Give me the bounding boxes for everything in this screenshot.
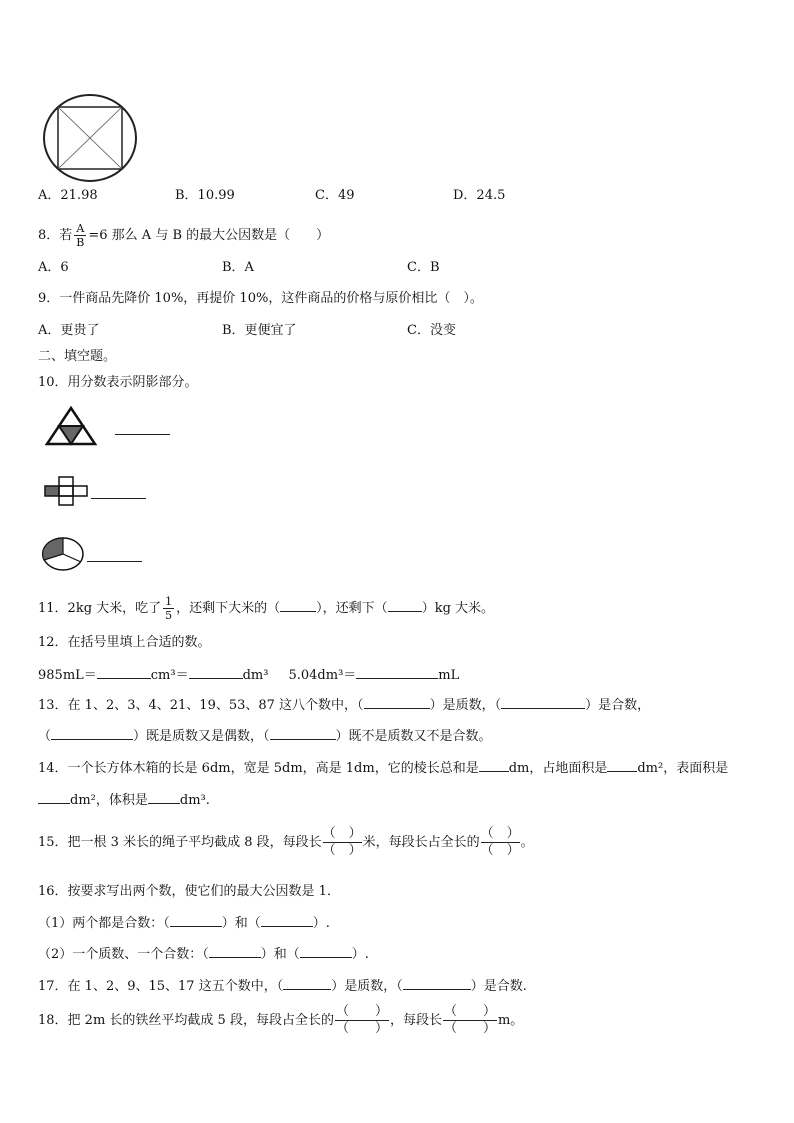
q14-l2b: dm³. <box>179 793 210 808</box>
q7-option-b: B．10.99 <box>175 188 235 203</box>
q12-e: mL <box>438 668 460 683</box>
q16-blank-1[interactable] <box>170 914 222 927</box>
q18-fraction-1[interactable] <box>335 1004 389 1037</box>
q12-c: dm³ <box>242 668 269 683</box>
q8-frac-den: B <box>76 236 85 249</box>
q18-fraction-2[interactable] <box>443 1004 497 1037</box>
q15-b: 米，每段长占全长的 <box>362 835 480 850</box>
q16-s1c: ）. <box>312 916 330 931</box>
q15-frac1-den: （ ） <box>322 843 362 858</box>
q16-s2b: ）和（ <box>260 947 300 962</box>
q15-frac2-num: （ ） <box>480 826 520 841</box>
q13-l2a: （ <box>38 729 52 744</box>
q11-blank-1[interactable] <box>280 599 316 612</box>
q14-l2a: dm²，体积是 <box>70 793 148 808</box>
pie-shaded-figure <box>41 536 85 572</box>
q13-blank-1[interactable] <box>364 696 430 709</box>
q16-s1b: ）和（ <box>221 916 261 931</box>
q11-blank-2[interactable] <box>388 599 422 612</box>
q15-c: 。 <box>520 835 534 850</box>
q18-a: 18．把 2m 长的铁丝平均截成 5 段，每段占全长的 <box>38 1013 334 1028</box>
q14-l1b: dm，占地面积是 <box>508 761 608 776</box>
q12-b: cm³＝ <box>150 668 189 683</box>
q8-suffix: =6 那么 A 与 B 的最大公因数是（ ） <box>88 228 330 243</box>
q7-option-c: C．49 <box>315 188 355 203</box>
q8-question <box>38 222 329 249</box>
q10-answer-line-1[interactable] <box>115 434 170 435</box>
q13-line-2 <box>38 727 492 746</box>
q10-question: 10．用分数表示阴影部分。 <box>38 375 198 390</box>
q11-part4: ）kg 大米。 <box>421 601 495 616</box>
q11-fraction <box>163 595 174 622</box>
q14-blank-2[interactable] <box>607 759 637 772</box>
q9-question: 9．一件商品先降价 10%，再提价 10%，这件商品的价格与原价相比（ ）。 <box>38 291 483 306</box>
q16-sub-1 <box>38 914 330 933</box>
cross-net-shaded-figure <box>44 476 88 506</box>
q15-question <box>38 826 534 860</box>
q8-option-c: C．B <box>407 260 440 275</box>
q11-frac-den: 5 <box>165 609 173 622</box>
q13-l2b: ）既是质数又是偶数，（ <box>133 729 270 744</box>
q18-frac2-num: （ ） <box>443 1004 496 1019</box>
q12-conversions <box>38 666 459 685</box>
q12-blank-1[interactable] <box>97 666 151 679</box>
q12-a: 985mL＝ <box>38 668 97 683</box>
q17-question <box>38 977 527 996</box>
q17-blank-2[interactable] <box>403 977 471 990</box>
q16-sub-2 <box>38 945 369 964</box>
q12-blank-3[interactable] <box>356 666 438 679</box>
q11-part1: 11．2kg 大米，吃了 <box>38 601 162 616</box>
q16-question: 16．按要求写出两个数，使它们的最大公因数是 1． <box>38 884 340 899</box>
q17-b: ）是质数，（ <box>331 979 403 994</box>
q15-a: 15．把一根 3 米长的绳子平均截成 8 段，每段长 <box>38 835 322 850</box>
section-title: 二、填空题。 <box>38 349 117 364</box>
q18-question <box>38 1004 523 1038</box>
q18-frac1-den: （ ） <box>335 1021 388 1036</box>
q12-question: 12．在括号里填上合适的数。 <box>38 635 211 650</box>
q16-blank-3[interactable] <box>209 945 261 958</box>
q8-fraction <box>74 222 86 249</box>
q14-l1c: dm²，表面积是 <box>637 761 729 776</box>
q14-blank-4[interactable] <box>148 791 180 804</box>
q17-blank-1[interactable] <box>283 977 331 990</box>
q16-blank-4[interactable] <box>300 945 352 958</box>
q16-s2c: ）. <box>351 947 369 962</box>
q10-answer-line-3[interactable] <box>87 561 142 562</box>
q11-question <box>38 595 494 622</box>
q13-blank-2[interactable] <box>501 696 585 709</box>
q16-s2a: （2）一个质数、一个合数：（ <box>38 947 209 962</box>
q11-part2: ，还剩下大米的（ <box>176 601 281 616</box>
q12-d: 5.04dm³＝ <box>288 668 357 683</box>
q13-blank-3[interactable] <box>51 727 133 740</box>
q14-blank-3[interactable] <box>38 791 70 804</box>
q16-blank-2[interactable] <box>261 914 313 927</box>
q14-line-1 <box>38 759 728 778</box>
q8-option-b: B．A <box>222 260 254 275</box>
q11-part3: ），还剩下（ <box>316 601 388 616</box>
q7-option-a: A．21.98 <box>38 188 98 203</box>
q7-option-d: D．24.5 <box>453 188 506 203</box>
q8-prefix: 8．若 <box>38 228 73 243</box>
q8-option-a: A．6 <box>38 260 69 275</box>
q8-frac-num: A <box>74 222 86 236</box>
q13-l2c: ）既不是质数又不是合数。 <box>335 729 492 744</box>
q10-answer-line-2[interactable] <box>91 498 146 499</box>
q13-l1b: ）是质数，（ <box>429 698 502 713</box>
q15-frac1-num: （ ） <box>322 826 362 841</box>
q15-fraction-2[interactable] <box>481 826 520 859</box>
q15-fraction-1[interactable] <box>323 826 362 859</box>
q13-line-1 <box>38 696 650 715</box>
q17-c: ）是合数. <box>470 979 527 994</box>
q18-c: m。 <box>497 1013 524 1028</box>
q13-blank-4[interactable] <box>270 727 336 740</box>
q9-option-b: B．更便宜了 <box>222 323 297 338</box>
q13-l1c: ）是合数， <box>585 698 651 713</box>
q14-l1a: 14．一个长方体木箱的长是 6dm，宽是 5dm，高是 1dm，它的棱长总和是 <box>38 761 479 776</box>
q18-frac2-den: （ ） <box>443 1021 496 1036</box>
q15-frac2-den: （ ） <box>480 843 520 858</box>
q9-option-a: A．更贵了 <box>38 323 100 338</box>
triangle-shaded-figure <box>45 406 97 446</box>
q17-a: 17．在 1、2、9、15、17 这五个数中，（ <box>38 979 284 994</box>
q18-b: ，每段长 <box>389 1013 442 1028</box>
q11-frac-num: 1 <box>165 595 173 608</box>
q12-blank-2[interactable] <box>189 666 243 679</box>
q18-frac1-num: （ ） <box>335 1004 388 1019</box>
q14-blank-1[interactable] <box>479 759 509 772</box>
q13-l1a: 13．在 1、2、3、4、21、19、53、87 这八个数中，（ <box>38 698 364 713</box>
q16-s1a: （1）两个都是合数：（ <box>38 916 170 931</box>
q14-line-2 <box>38 791 210 810</box>
circle-square-figure <box>42 93 138 183</box>
q9-option-c: C．没变 <box>407 323 456 338</box>
